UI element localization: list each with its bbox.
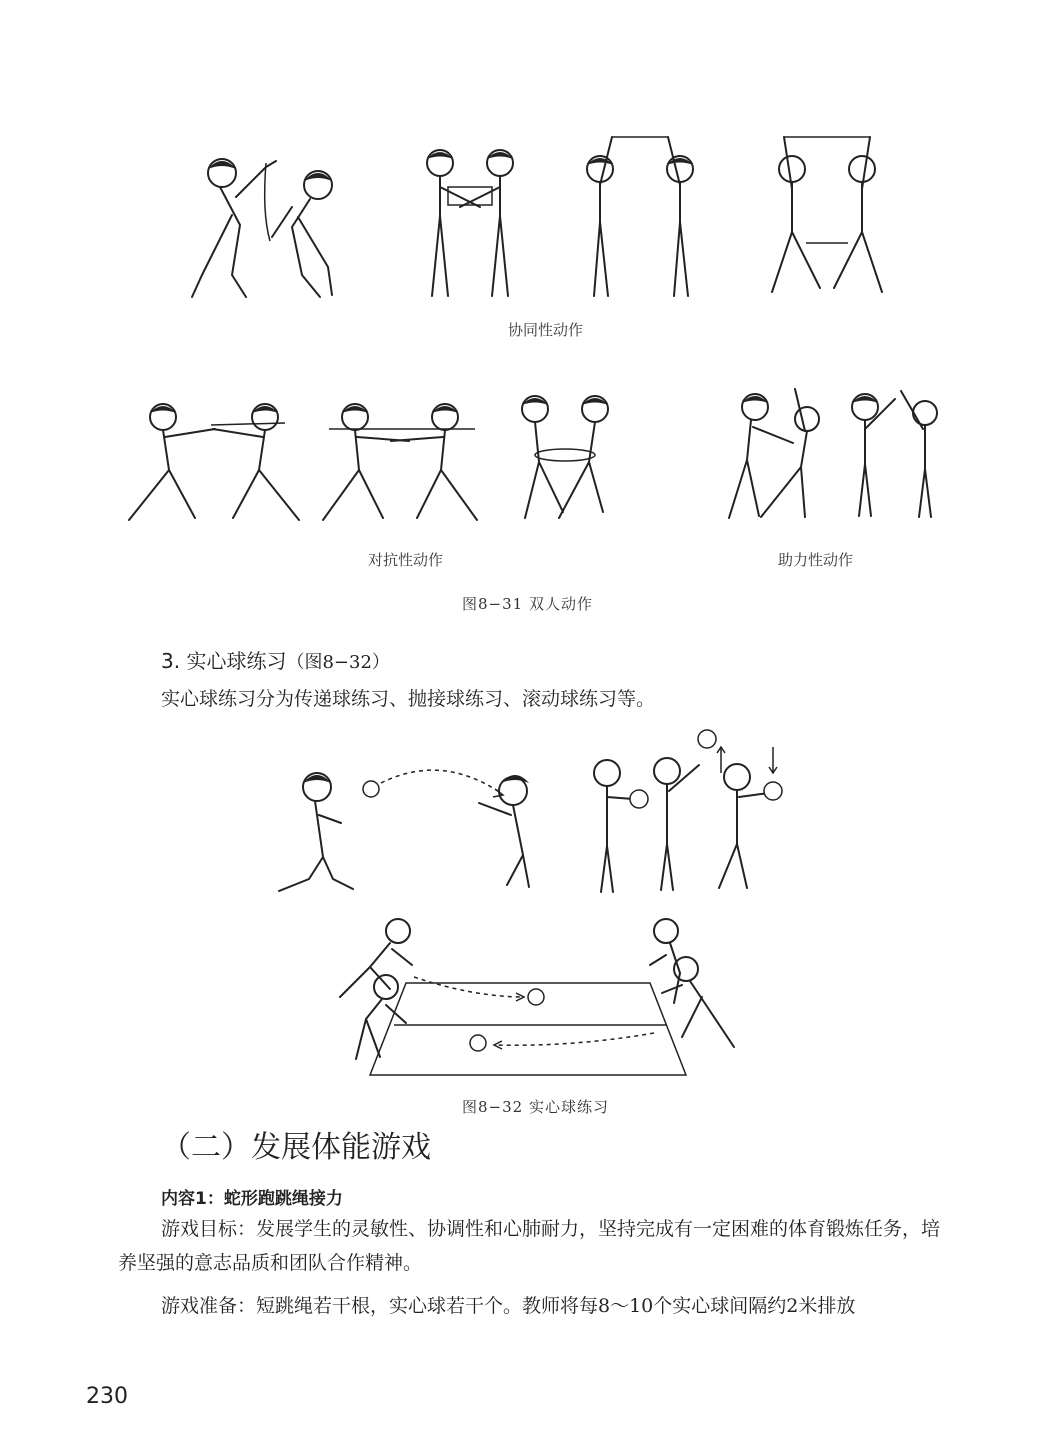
section-games-heading: （二）发展体能游戏 (161, 1130, 431, 1165)
figure-pair-overhead (587, 137, 693, 296)
content-1-title: 内容1：蛇形跑跳绳接力 (161, 1189, 343, 1209)
label-confrontation: 对抗性动作 (368, 551, 444, 569)
figure-8-31-coordination-illustration (180, 125, 900, 310)
section-3-figure-ref: （图8−32） (286, 652, 390, 673)
game-goal-paragraph: 游戏目标：发展学生的灵敏性、协调性和心肺耐力，坚持完成有一定困难的体育锻炼任务，培养坚强的意志品质和团队合作精神。 (118, 1218, 941, 1274)
figure-ball-tossing (594, 730, 782, 892)
section-3-heading-line (161, 645, 390, 674)
figure-8-31-assistance-illustration (715, 385, 955, 525)
figure-8-31-caption: 图8−31 双人动作 (462, 595, 593, 613)
figure-8-31-confrontation-illustration (115, 385, 615, 535)
figure-pair-horizontal (427, 150, 513, 296)
figure-pair-arch-bend (192, 159, 332, 297)
figure-ball-passing (279, 770, 529, 891)
label-coordination: 协同性动作 (508, 321, 584, 339)
page-number: 230 (86, 1384, 128, 1409)
figure-8-32-caption: 图8−32 实心球练习 (462, 1098, 609, 1116)
section-3-intro: 实心球练习分为传递球练习、抛接球练习、滚动球练习等。 (161, 688, 656, 710)
game-prep-paragraph: 游戏准备：短跳绳若干根，实心球若干个。教师将每8～10个实心球间隔约2米排放 (161, 1295, 856, 1317)
figure-8-32-pass-and-toss-illustration (255, 725, 795, 910)
figure-pair-rectangle (772, 137, 882, 292)
figure-8-32-rolling-illustration (330, 915, 750, 1085)
section-3-heading: 3. 实心球练习 (161, 649, 287, 673)
label-assistance: 助力性动作 (778, 551, 854, 569)
